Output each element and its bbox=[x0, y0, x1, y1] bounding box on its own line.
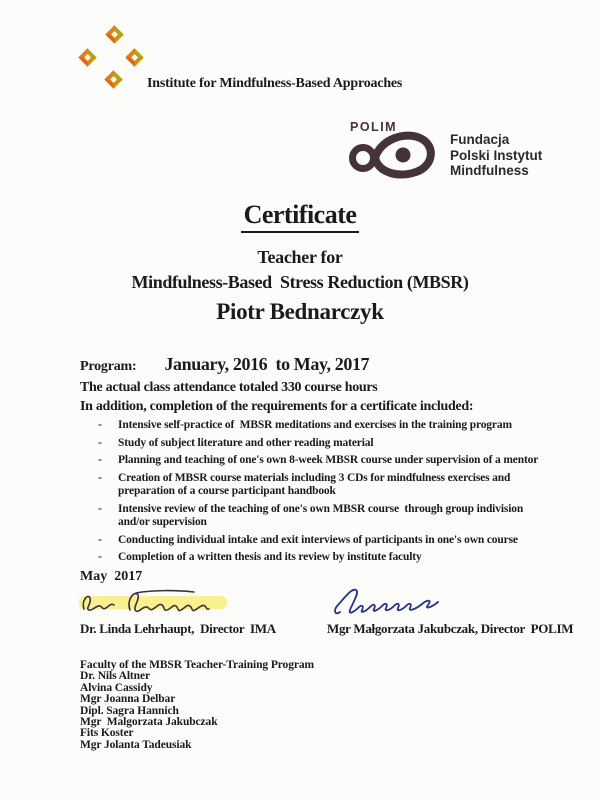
list-item bbox=[98, 503, 550, 530]
bullet-dash: - bbox=[98, 471, 102, 484]
institute-name: Institute for Mindfulness-Based Approaches bbox=[147, 76, 403, 91]
faculty-title: Faculty of the MBSR Teacher-Training Program bbox=[80, 659, 314, 671]
faculty-member: Mgr Malgorzata Jakubczak bbox=[80, 716, 218, 729]
list-item bbox=[98, 472, 550, 499]
requirements-list bbox=[98, 419, 550, 569]
signatory-lehrhaupt-label: Dr. Linda Lehrhaupt, Director IMA bbox=[80, 621, 276, 636]
faculty-list bbox=[80, 660, 314, 751]
polim-org-line: Fundacja bbox=[450, 132, 510, 147]
polim-org-line: Mindfulness bbox=[450, 163, 529, 178]
recipient-name: Piotr Bednarczyk bbox=[216, 299, 384, 324]
list-item bbox=[98, 551, 550, 565]
requirement-text: Conducting individual intake and exit interviews of participants in one's own course bbox=[118, 533, 518, 546]
requirements-intro: In addition, completion of the requirements for a certificate included: bbox=[80, 399, 474, 414]
logo-diamond-right bbox=[125, 48, 143, 66]
program-row bbox=[80, 354, 369, 375]
faculty-member: Mgr Jolanta Tadeusiak bbox=[80, 738, 192, 751]
bullet-dash: - bbox=[98, 436, 102, 449]
polim-left-loop bbox=[353, 148, 374, 169]
polim-logo-text: POLIM bbox=[350, 120, 398, 134]
program-dates: January, 2016 to May, 2017 bbox=[164, 354, 370, 374]
requirement-text: Completion of a written thesis and its review by institute faculty bbox=[118, 551, 422, 563]
faculty-member: Fits Koster bbox=[80, 727, 134, 740]
logo-diamond-top bbox=[105, 25, 123, 43]
bullet-dash: - bbox=[98, 533, 102, 546]
logo-diamond-bottom bbox=[104, 70, 122, 88]
list-item bbox=[98, 454, 550, 468]
polim-org-name bbox=[450, 132, 542, 179]
program-label: Program: bbox=[80, 359, 137, 374]
polim-org-line: Polski Instytut bbox=[450, 147, 543, 163]
signatory-jakubczak-label: Mgr Małgorzata Jakubczak, Director POLIM bbox=[327, 621, 574, 636]
signature-jakubczak-icon bbox=[330, 584, 480, 623]
issue-date: May 2017 bbox=[80, 569, 143, 584]
requirement-text: Creation of MBSR course materials including 3 CDs for mindfulness exercises and preparation of a course participant handbook bbox=[118, 471, 513, 497]
requirement-text: Study of subject literature and other reading material bbox=[118, 436, 374, 449]
list-item bbox=[98, 534, 550, 548]
attendance-line: The actual class attendance totaled 330 course hours bbox=[80, 380, 378, 395]
certificate-title bbox=[0, 200, 600, 233]
certificate-subtitle: Teacher for bbox=[257, 247, 343, 267]
faculty-member: Dipl. Sagra Hannich bbox=[80, 704, 179, 717]
list-item bbox=[98, 437, 550, 451]
list-item bbox=[98, 419, 550, 433]
polim-infinity-logo-icon bbox=[346, 118, 452, 187]
certificate-course-line: Mindfulness-Based Stress Reduction (MBSR) bbox=[131, 272, 469, 292]
requirement-text: Intensive self-practice of MBSR meditations and exercises in the training program bbox=[118, 419, 512, 431]
logo-diamond-left bbox=[78, 48, 96, 66]
requirement-text: Planning and teaching of one's own 8-week MBSR course under supervision of a mentor bbox=[118, 454, 539, 466]
bullet-dash: - bbox=[98, 502, 102, 515]
bullet-dash: - bbox=[98, 419, 102, 431]
polim-dot bbox=[396, 148, 411, 163]
signature-lehrhaupt-icon bbox=[76, 586, 244, 625]
faculty-member: Alvina Cassidy bbox=[80, 681, 153, 694]
bullet-dash: - bbox=[98, 454, 102, 466]
bullet-dash: - bbox=[98, 551, 102, 563]
faculty-member: Mgr Joanna Delbar bbox=[80, 693, 176, 706]
certificate-title-text: Certificate bbox=[241, 200, 360, 233]
requirement-text: Intensive review of the teaching of one's own MBSR course through group indivision and/or supervision bbox=[118, 502, 526, 528]
faculty-member: Dr. Nils Altner bbox=[80, 670, 150, 683]
ima-diamond-logo-icon bbox=[80, 24, 152, 96]
